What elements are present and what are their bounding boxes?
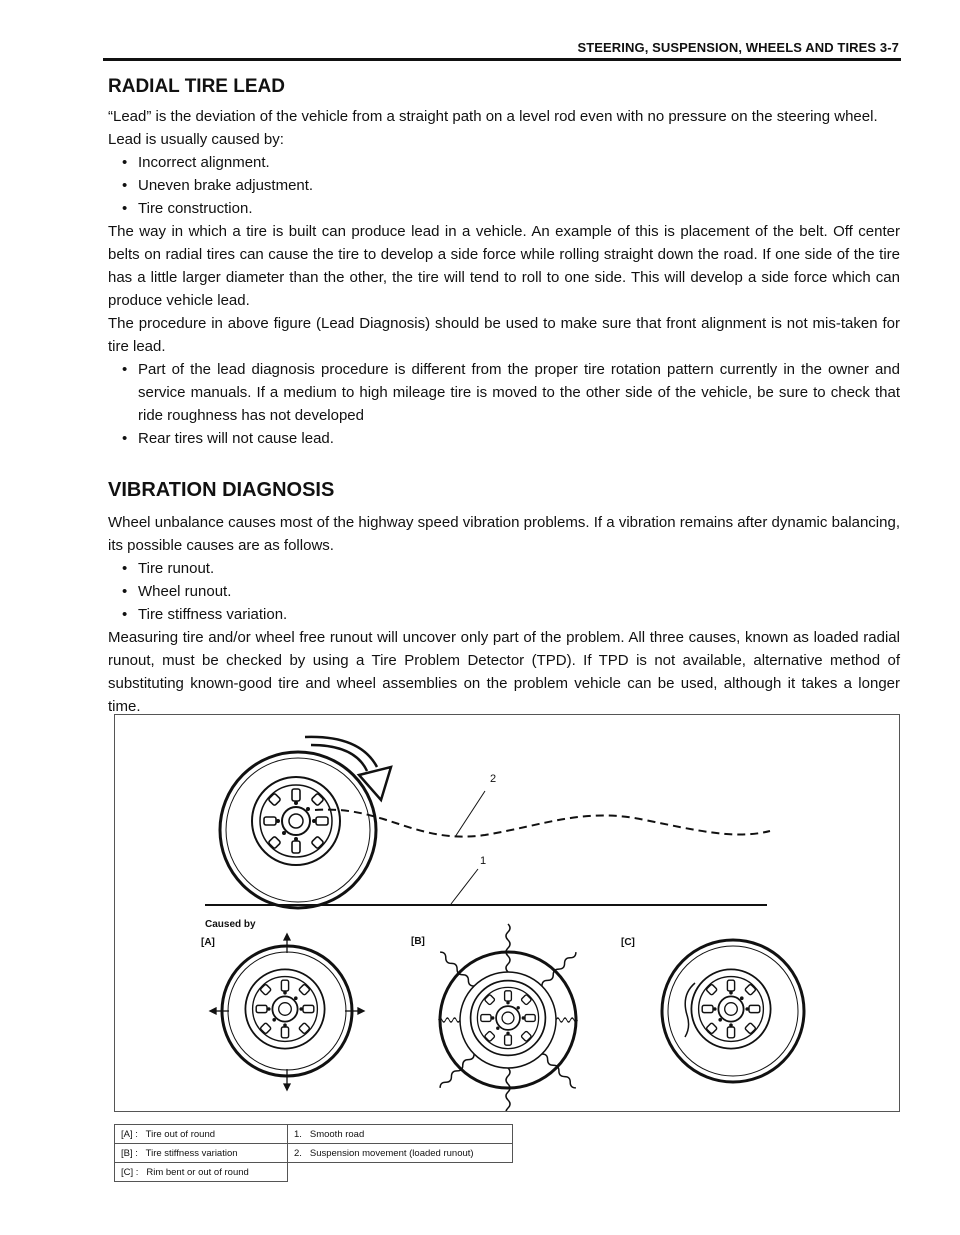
legend-cell-empty (288, 1163, 513, 1182)
caused-by-label: Caused by (205, 919, 256, 930)
legend-key: [C] : (121, 1166, 139, 1178)
tire-construction-paragraph: The way in which a tire is built can produce lead in a vehicle. An example of this is placement of the belt. Off center belts on radial tires can cause the tire to develop a side force while rolling straight down the road. If one side of the tire has a little larger diameter than the other, the tire will tend to roll to one side. This will develop a side force which can produce vehicle lead. (108, 223, 900, 309)
runout-measurement-paragraph: Measuring tire and/or wheel free runout will uncover only part of the problem. All three causes, known as loaded radial runout, must be checked by using a Tire Problem Detector (TPD). If TPD is not available, alternative method of substituting known-good tire and wheel assemblies on the problem vehicle can be used, although it takes a longer time. (108, 629, 900, 715)
figure-legend-table (114, 1124, 513, 1182)
rolling-tire (220, 752, 376, 908)
legend-key: [A] : (121, 1128, 138, 1140)
lead-cause-item: • Incorrect alignment. (108, 151, 900, 174)
lead-diagnosis-paragraph: The procedure in above figure (Lead Diagnosis) should be used to make sure that front alignment is not mis-taken for tire lead. (108, 315, 900, 355)
vibration-cause-item: • Tire runout. (108, 557, 900, 580)
legend-text: Tire stiffness variation (145, 1147, 238, 1159)
legend-num: 1. (294, 1128, 302, 1140)
legend-cell (115, 1144, 288, 1163)
figure-label-b: [B] (411, 936, 425, 947)
tire-out-of-round-diagram (210, 934, 364, 1090)
lead-cause-item: • Tire construction. (108, 197, 900, 220)
vibration-intro: Wheel unbalance causes most of the highway speed vibration problems. If a vibration remains after dynamic balancing, its possible causes are as follows. (108, 514, 900, 554)
callout-label-1: 1 (480, 855, 487, 867)
legend-num-text: Suspension movement (loaded runout) (309, 1147, 474, 1159)
callout-label-2: 2 (490, 773, 497, 785)
vibration-cause-item: • Wheel runout. (108, 580, 900, 603)
figure-label-c: [C] (621, 937, 635, 948)
legend-key: [B] : (121, 1147, 138, 1159)
lead-causes-intro: Lead is usually caused by: (108, 131, 284, 148)
tire-runout-illustration (115, 715, 899, 1111)
tire-stiffness-variation-diagram (438, 924, 577, 1111)
legend-num-text: Smooth road (309, 1128, 365, 1140)
vibration-figure (114, 714, 900, 1112)
section-heading-vibration-diagnosis: VIBRATION DIAGNOSIS (108, 479, 335, 501)
callout-leader-1 (451, 869, 478, 904)
suspension-movement-path (315, 810, 770, 837)
header-rule (103, 58, 901, 61)
legend-cell (288, 1144, 513, 1163)
legend-row (115, 1144, 513, 1163)
page-header-title: STEERING, SUSPENSION, WHEELS AND TIRES 3-7 (577, 40, 899, 55)
legend-cell (115, 1163, 288, 1182)
legend-cell (288, 1125, 513, 1144)
legend-num: 2. (294, 1147, 302, 1159)
figure-label-a: [A] (201, 937, 215, 948)
page-content (108, 75, 900, 718)
legend-text: Rim bent or out of round (146, 1166, 249, 1178)
legend-text: Tire out of round (145, 1128, 216, 1140)
legend-row (115, 1125, 513, 1144)
legend-row (115, 1163, 513, 1182)
legend-cell (115, 1125, 288, 1144)
vibration-cause-item: • Tire stiffness variation. (108, 603, 900, 626)
section-heading-radial-tire-lead: RADIAL TIRE LEAD (108, 76, 285, 97)
lead-note-item: • Rear tires will not cause lead. (108, 427, 900, 450)
rim-bent-diagram (662, 940, 804, 1082)
lead-cause-item: • Uneven brake adjustment. (108, 174, 900, 197)
lead-definition: “Lead” is the deviation of the vehicle from a straight path on a level rod even with no pressure on the steering wheel. (108, 108, 878, 125)
lead-note-item: • Part of the lead diagnosis procedure is different from the proper tire rotation pattern currently in the owner and service manuals. If a medium to high mileage tire is moved to the other side of the vehicle, be sure to check that ride roughness has not developed (108, 358, 900, 427)
callout-leader-2 (455, 791, 485, 837)
